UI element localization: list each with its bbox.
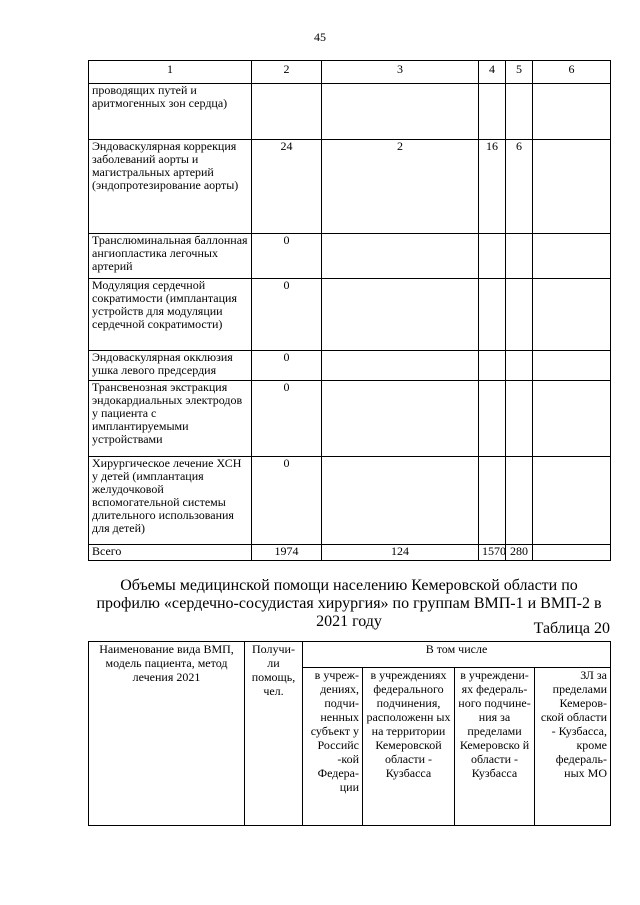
column-subheader: в учреж-дениях, подчи-ненных субъект у Российс -кой Федера-ции — [303, 668, 363, 826]
column-header: 5 — [506, 61, 533, 84]
table-row — [89, 457, 611, 545]
cell — [533, 234, 611, 279]
table-row — [89, 381, 611, 457]
row-name: Эндоваскулярная окклюзия ушка левого предсердия — [89, 351, 252, 381]
cell — [479, 84, 506, 140]
table-header-row — [89, 61, 611, 84]
column-subheader: в учреждени-ях федераль-ного подчине-ния за пределами Кемеровско й области - Кузбасса — [455, 668, 535, 826]
cell — [322, 381, 479, 457]
cell — [506, 279, 533, 351]
cell: 6 — [506, 140, 533, 234]
column-header-name: Наименование вида ВМП, модель пациента, метод лечения 2021 — [89, 642, 245, 826]
cell: 0 — [252, 351, 322, 381]
cell: 0 — [252, 381, 322, 457]
table-row — [89, 234, 611, 279]
cell — [479, 279, 506, 351]
cell — [322, 279, 479, 351]
column-header: 4 — [479, 61, 506, 84]
cell — [506, 234, 533, 279]
row-name: Транслюминальная баллонная ангиопластика легочных артерий — [89, 234, 252, 279]
column-header: 1 — [89, 61, 252, 84]
table-surgery-volumes-2021 — [88, 641, 611, 826]
cell — [533, 351, 611, 381]
section-title: Объемы медицинской помощи населению Кемеровской области по профилю «сердечно-сосудистая хирургия» по группам ВМП-1 и ВМП-2 в 2021 году — [96, 577, 602, 630]
column-header: 2 — [252, 61, 322, 84]
cell: 124 — [322, 545, 479, 561]
cell — [506, 457, 533, 545]
table-row — [89, 351, 611, 381]
cell: 16 — [479, 140, 506, 234]
cell — [322, 234, 479, 279]
cell: 1570 — [479, 545, 506, 561]
table-header-row — [89, 642, 611, 668]
column-subheader: ЗЛ за пределами Кемеров-ской области - Кузбасса, кроме федераль-ных МО — [535, 668, 611, 826]
cell — [533, 140, 611, 234]
table-total-row — [89, 545, 611, 561]
cell — [322, 351, 479, 381]
cell — [506, 381, 533, 457]
row-name: Трансвенозная экстракция эндокардиальных электродов у пациента с имплантируемыми устройствами — [89, 381, 252, 457]
cell — [533, 84, 611, 140]
cell — [533, 545, 611, 561]
row-name: проводящих путей и аритмогенных зон сердца) — [89, 84, 252, 140]
cell: 24 — [252, 140, 322, 234]
row-name: Хирургическое лечение ХСН у детей (имплантация желудочковой вспомогательной системы длительного использования для детей) — [89, 457, 252, 545]
cell: 280 — [506, 545, 533, 561]
cell — [479, 234, 506, 279]
cell — [322, 457, 479, 545]
table-row — [89, 140, 611, 234]
cell — [506, 351, 533, 381]
cell — [506, 84, 533, 140]
cell: 0 — [252, 279, 322, 351]
row-name: Всего — [89, 545, 252, 561]
row-name: Эндоваскулярная коррекция заболеваний аорты и магистральных артерий (эндопротезирование аорты) — [89, 140, 252, 234]
column-header-received: Получи-ли помощь, чел. — [245, 642, 303, 826]
column-header: 6 — [533, 61, 611, 84]
cell: 0 — [252, 457, 322, 545]
table-surgery-volumes-continued — [88, 60, 611, 561]
table-row — [89, 279, 611, 351]
cell: 2 — [322, 140, 479, 234]
row-name: Модуляция сердечной сократимости (имплантация устройств для модуляции сердечной сократимости) — [89, 279, 252, 351]
cell — [533, 279, 611, 351]
cell — [533, 457, 611, 545]
cell — [322, 84, 479, 140]
cell — [252, 84, 322, 140]
table-number: Таблица 20 — [533, 620, 610, 637]
cell — [479, 351, 506, 381]
page-number: 45 — [314, 30, 326, 44]
cell — [479, 457, 506, 545]
cell: 1974 — [252, 545, 322, 561]
table-row — [89, 84, 611, 140]
cell — [533, 381, 611, 457]
cell — [479, 381, 506, 457]
column-group-header: В том числе — [303, 642, 611, 668]
cell: 0 — [252, 234, 322, 279]
column-subheader: в учреждениях федерального подчинения, расположенн ых на территории Кемеровской области - Кузбасса — [363, 668, 455, 826]
column-header: 3 — [322, 61, 479, 84]
